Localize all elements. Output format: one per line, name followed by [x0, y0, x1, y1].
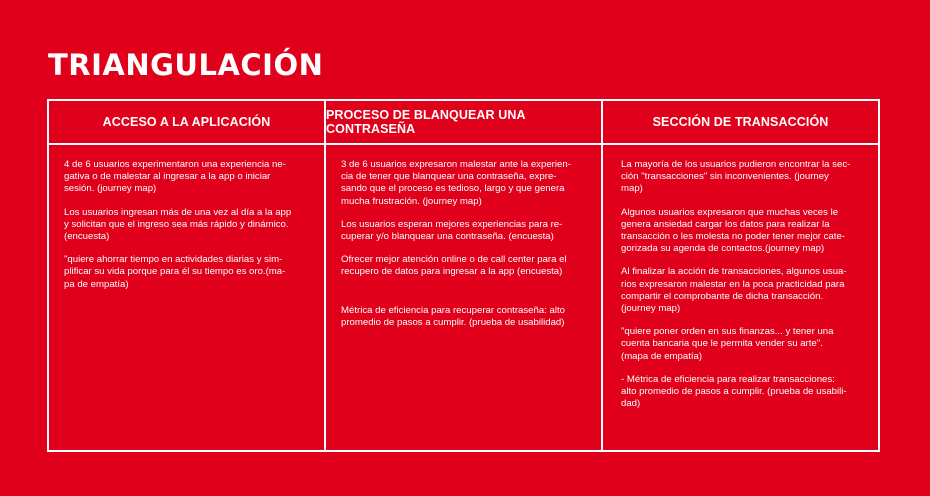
column-header-transaccion: SECCIÓN DE TRANSACCIÓN [603, 101, 878, 145]
finding-text: Los usuarios ingresan más de una vez al día a la app y solicitan que el ingreso sea más rápido y dinámico. (encuesta) [64, 206, 292, 243]
column-header-acceso: ACCESO A LA APLICACIÓN [49, 101, 326, 145]
finding-text: "quiere poner orden en sus finanzas... y tener una cuenta bancaria que le permita vender su arte". (mapa de empatía) [621, 326, 834, 362]
finding-text: Métrica de eficiencia para recuperar contraseña: alto promedio de pasos a cumplir. (prueba de usabilidad) [341, 304, 565, 328]
triangulation-table [47, 99, 880, 452]
finding-text: 3 de 6 usuarios expresaron malestar ante la experien- cia de tener que blanquear una contraseña, expre- sando que el proceso es tedioso, largo y que genera mucha frustración. (journey map) [341, 159, 571, 207]
finding-text: Al finalizar la acción de transacciones, algunos usua- rios expresaron malestar en la poca practicidad para compartir el comprobante de dicha transacción. (journey map) [621, 266, 847, 315]
finding-text: Algunos usuarios expresaron que muchas veces le genera ansiedad cargar los datos para realizar la transacción o les molesta no poder tener mejor cate- gorizada su agenda de contactos.(journey map) [621, 206, 845, 255]
column-body-acceso [49, 145, 326, 450]
page-title: TRIANGULACIÓN [48, 48, 324, 82]
finding-text: La mayoría de los usuarios pudieron encontrar la sec- ción "transacciones" sin inconvenientes. (journey map) [621, 159, 851, 195]
finding-text: "quiere ahorrar tiempo en actividades diarias y sim- plificar su vida porque para él su tiempo es oro.(ma- pa de empatía) [64, 254, 286, 290]
column-header-contrasena: PROCESO DE BLANQUEAR UNA CONTRASEÑA [326, 101, 603, 145]
finding-text: Los usuarios esperan mejores experiencias para re- cuperar y/o blanquear una contraseña. (encuesta) [341, 218, 563, 243]
finding-text: 4 de 6 usuarios experimentaron una experiencia ne- gativa o de malestar al ingresar a la app o iniciar sesión. (journey map) [64, 159, 286, 195]
column-body-transaccion [603, 145, 878, 450]
finding-text: Ofrecer mejor atención online o de call center para el recupero de datos para ingresar a la app (encuesta) [341, 254, 567, 278]
column-body-contrasena [326, 145, 603, 450]
finding-text: - Métrica de eficiencia para realizar transacciones: alto promedio de pasos a cumplir. (prueba de usabili- dad) [621, 373, 847, 410]
